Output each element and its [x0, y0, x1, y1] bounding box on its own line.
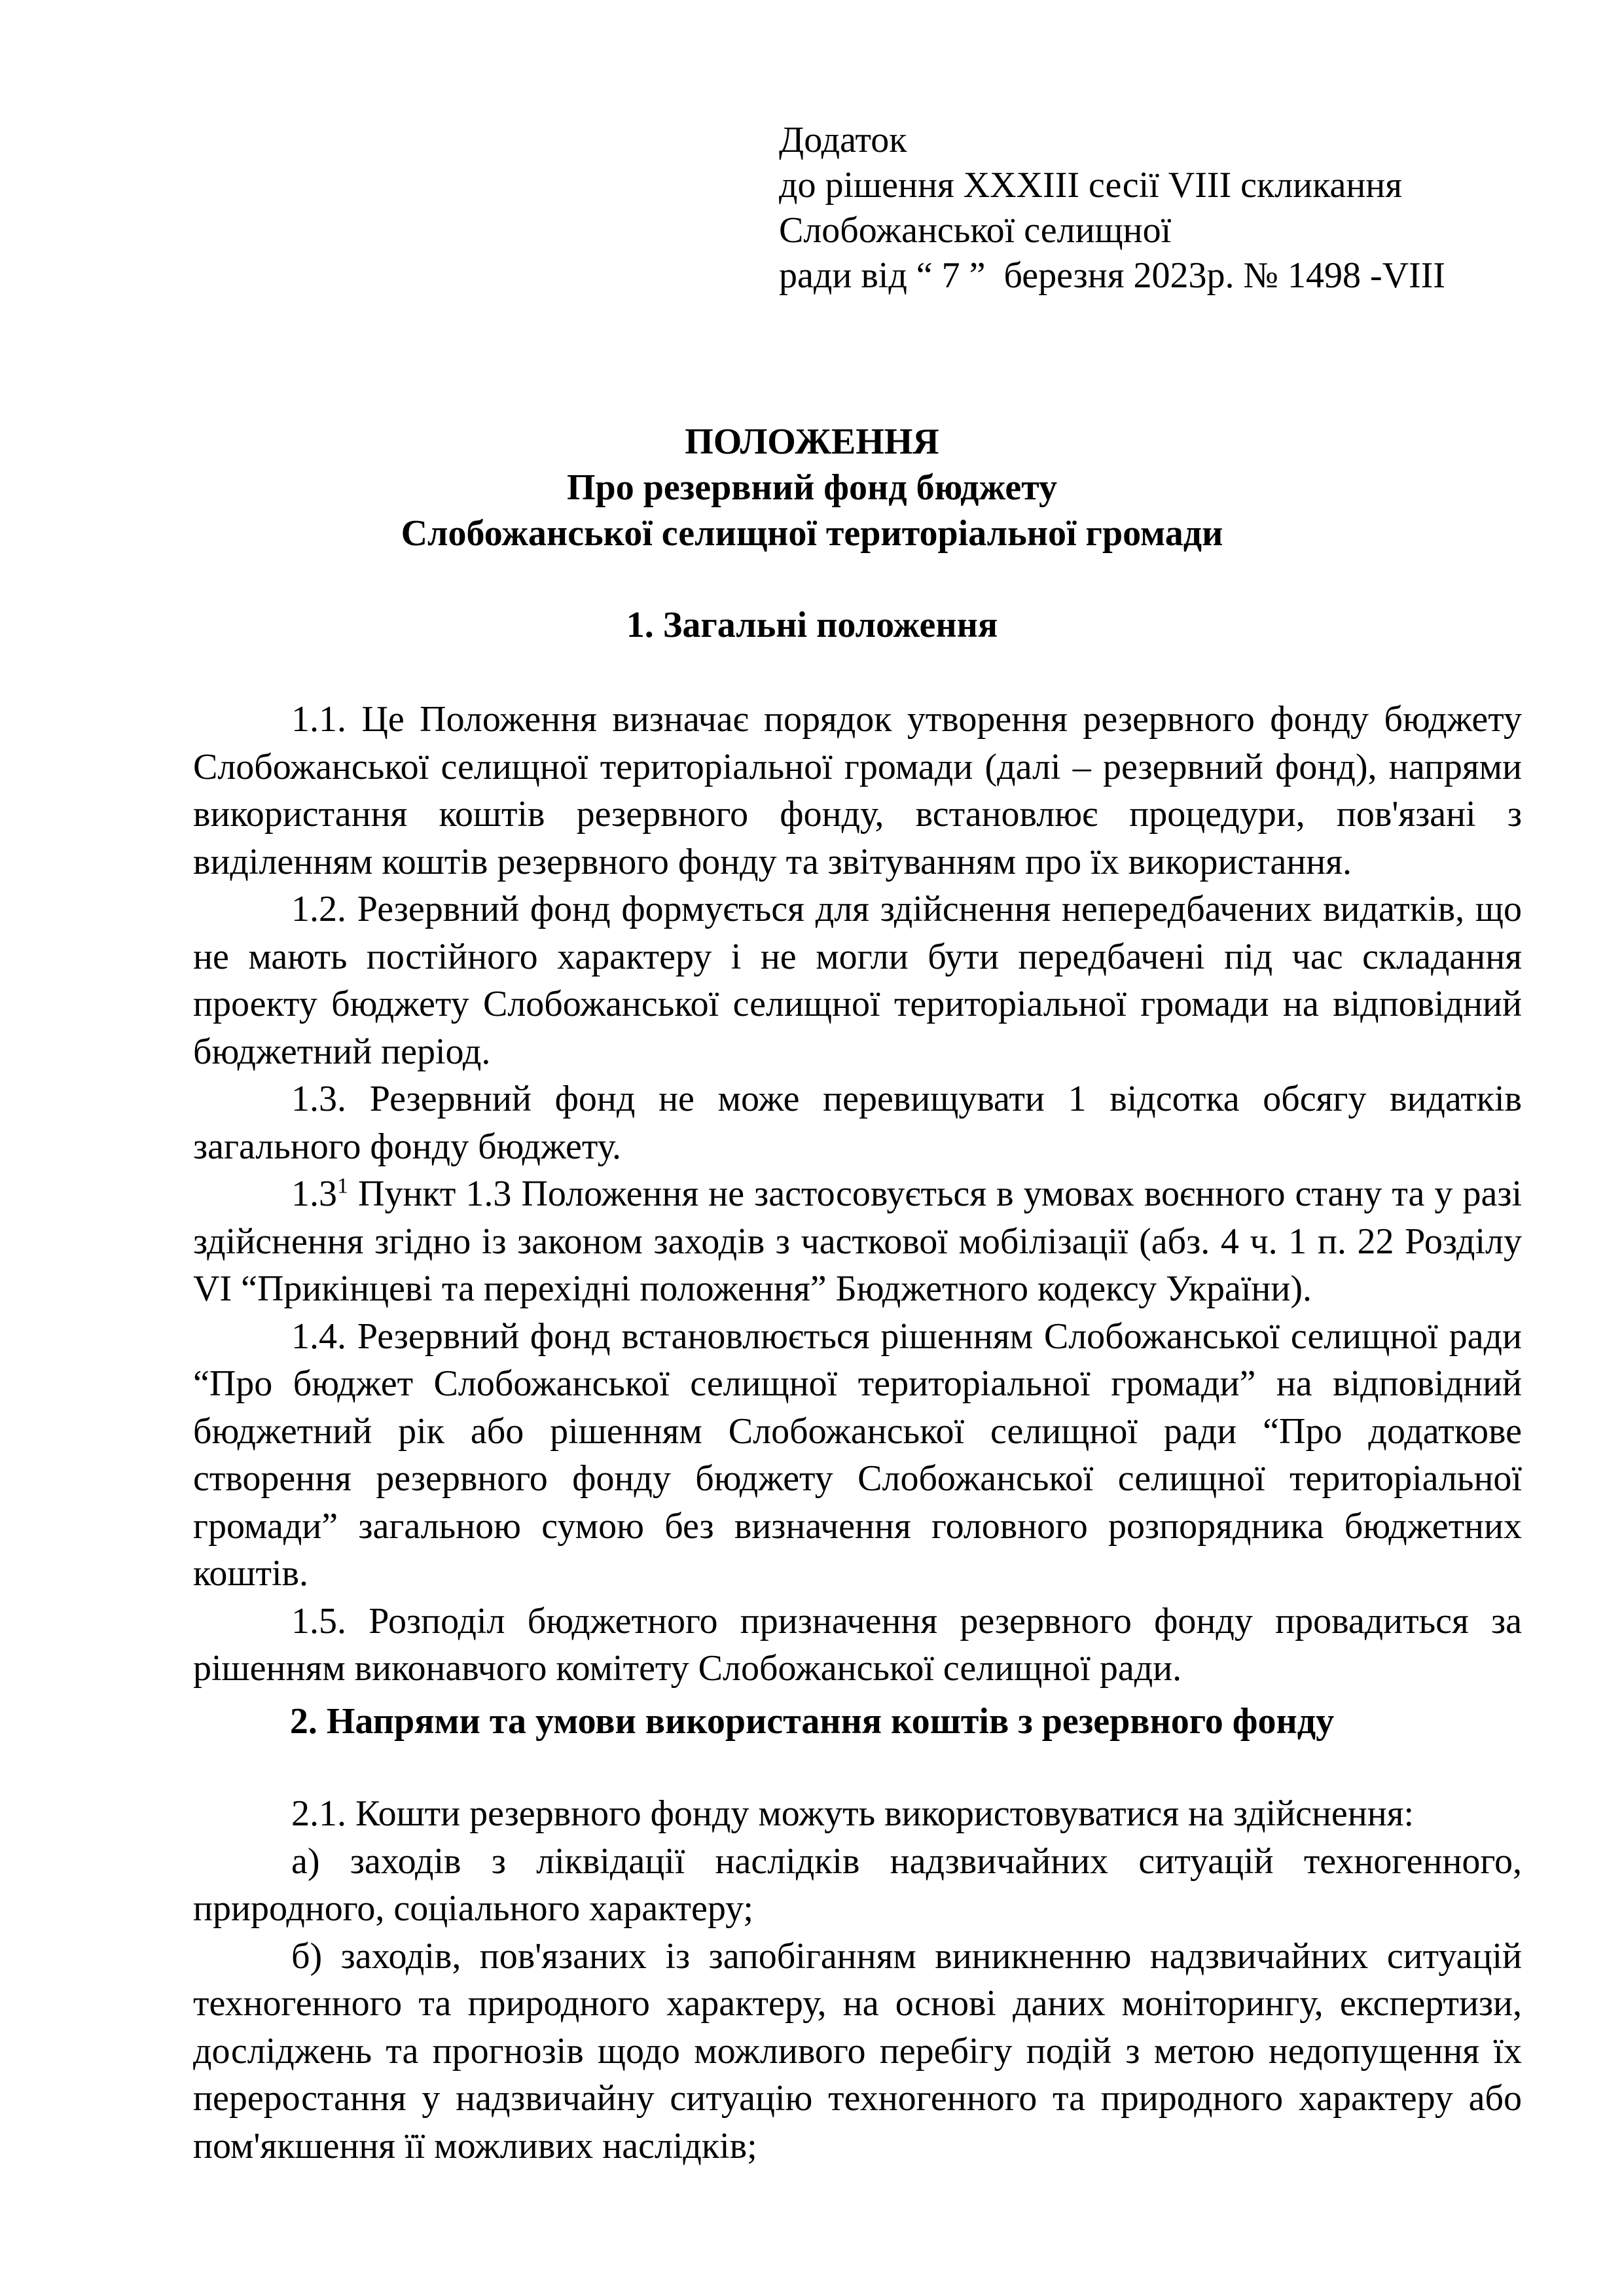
section-2-body — [193, 1790, 1522, 2170]
paragraph-1-3-1-superscript: 1 — [337, 1174, 348, 1198]
paragraph-1-5: 1.5. Розподіл бюджетного призначення резервного фонду провадиться за рішенням виконавчого комітету Слобожанської селищної ради. — [193, 1600, 1522, 1689]
paragraph-1-4: 1.4. Резервний фонд встановлюється рішенням Слобожанської селищної ради “Про бюджет Слобожанської селищної територіальної громади” на відповідний бюджетний рік або рішенням Слобожанської селищної ради “Про додаткове створення резервного фонду бюджету Слобожанської селищної територіальної громади” загальною сумою без визначення головного розпорядника бюджетних коштів. — [193, 1316, 1522, 1594]
paragraph-1-3-1 — [193, 1170, 1522, 1313]
title-line-2: Про резервний фонд бюджету — [567, 467, 1057, 508]
title-line-1: ПОЛОЖЕННЯ — [685, 422, 939, 462]
appendix-header — [779, 118, 1445, 298]
document-title — [0, 419, 1624, 556]
section-2-heading: 2. Напрями та умови використання коштів з резервного фонду — [289, 1701, 1335, 1742]
paragraph-2-1-a: а) заходів з ліквідації наслідків надзвичайних ситуацій техногенного, природного, соціального характеру; — [193, 1840, 1522, 1929]
title-line-3: Слобожанської селищної територіальної громади — [401, 513, 1223, 554]
header-line-decision: до рішення XXXIII сесії VIII скликання — [779, 165, 1403, 206]
header-line-appendix: Додаток — [779, 120, 907, 160]
paragraph-2-1-b: б) заходів, пов'язаних із запобіганням виникненню надзвичайних ситуацій техногенного та природного характеру, на основі даних моніторингу, експертизи, досліджень та прогнозів щодо можливого перебігу подій з метою недопущення їх переростання у надзвичайну ситуацію техногенного та природного характеру або пом'якшення її можливих наслідків; — [193, 1935, 1522, 2166]
paragraph-1-3-1-text: Пункт 1.3 Положення не застосовується в умовах воєнного стану та у разі здійснення згідно із законом заходів з часткової мобілізації (абз. 4 ч. 1 п. 22 Розділу VI “Прикінцеві та перехідні положення” Бюджетного кодексу України). — [193, 1174, 1522, 1309]
paragraph-2-1: 2.1. Кошти резервного фонду можуть використовуватися на здійснення: — [291, 1793, 1415, 1834]
paragraph-1-2: 1.2. Резервний фонд формується для здійснення непередбачених видатків, що не мають постійного характеру і не могли бути передбачені під час складання проекту бюджету Слобожанської селищної територіальної громади на відповідний бюджетний період. — [193, 889, 1522, 1072]
paragraph-1-3: 1.3. Резервний фонд не може перевищувати 1 відсотка обсягу видатків загального фонду бюджету. — [193, 1079, 1522, 1167]
header-line-council: Слобожанської селищної — [779, 210, 1172, 251]
paragraph-1-1: 1.1. Це Положення визначає порядок утворення резервного фонду бюджету Слобожанської селищної територіальної громади (далі – резервний фонд), напрями використання коштів резервного фонду, встановлює процедури, пов'язані з виділенням коштів резервного фонду та звітуванням про їх використання. — [193, 699, 1522, 882]
section-1-body — [193, 696, 1522, 1693]
section-1-heading: 1. Загальні положення — [626, 605, 998, 645]
paragraph-1-3-1-number: 1.3 — [291, 1174, 337, 1214]
header-line-date-number: ради від “ 7 ” березня 2023р. № 1498 -VIII — [779, 255, 1445, 296]
